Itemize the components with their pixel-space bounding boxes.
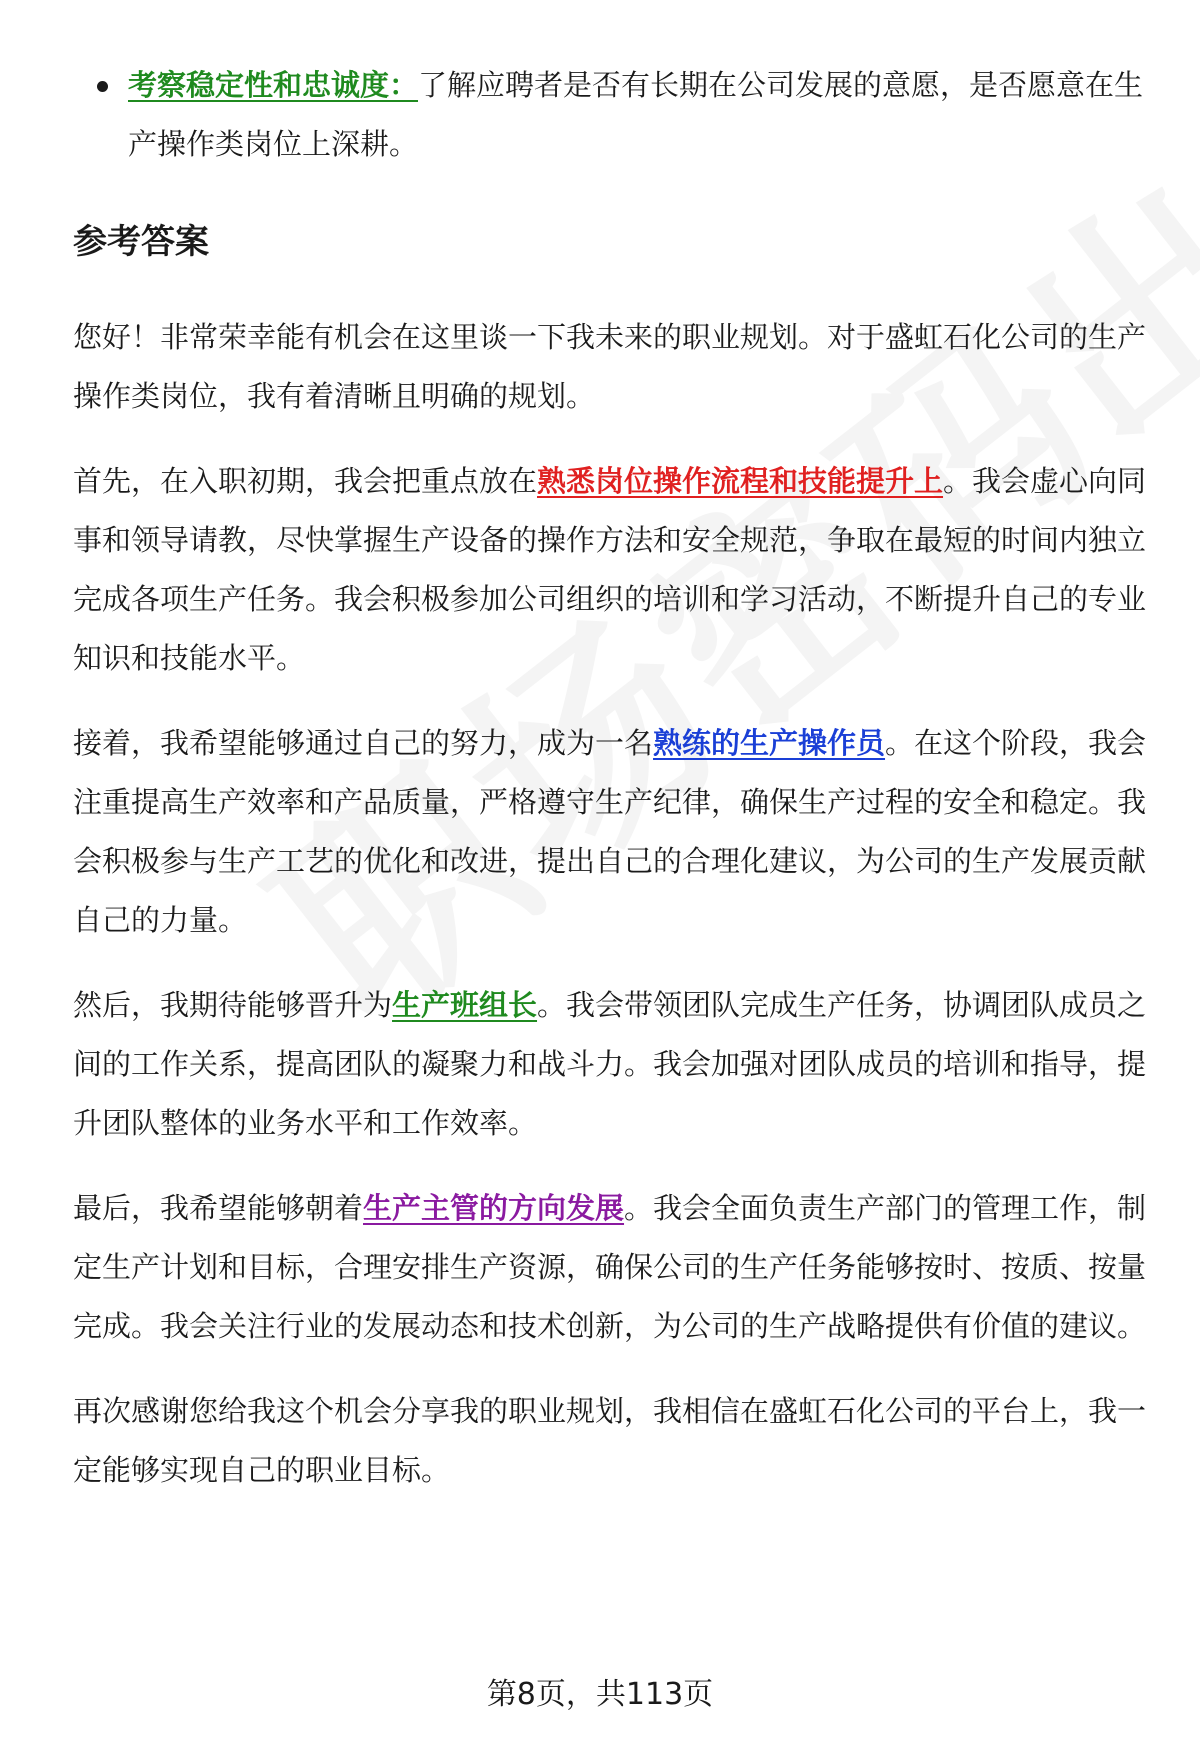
bullet-text: 了解应聘者是否有长期在公司发展的意愿，是否愿意在生产操作类岗位上深耕。: [128, 68, 1144, 161]
paragraph-text: 然后，我期待能够晋升为: [73, 988, 393, 1022]
paragraph-intro: [73, 308, 1148, 426]
paragraph-text: 。我会虚心向同事和领导请教，尽快掌握生产设备的操作方法和安全规范，争取在最短的时间内独立完成各项生产任务。我会积极参加公司组织的培训和学习活动，不断提升自己的专业知识和技能水平。: [73, 464, 1147, 675]
paragraph-text: 。我会全面负责生产部门的管理工作，制定生产计划和目标，合理安排生产资源，确保公司的生产任务能够按时、按质、按量完成。我会关注行业的发展动态和技术创新，为公司的生产战略提供有价值的建议。: [73, 1191, 1147, 1343]
document-body: [73, 56, 1148, 1500]
section-heading: 参考答案: [73, 222, 209, 262]
highlight-team-leader: 生产班组长: [392, 988, 538, 1022]
paragraph-fourth: [73, 1179, 1148, 1356]
paragraph-text: 最后，我希望能够朝着: [73, 1191, 364, 1225]
highlight-production-supervisor: 生产主管的方向发展: [363, 1191, 625, 1225]
highlight-skill-improvement: 熟悉岗位操作流程和技能提升上: [537, 464, 944, 498]
paragraph-text: 您好！非常荣幸能有机会在这里谈一下我未来的职业规划。对于盛虹石化公司的生产操作类岗位，我有着清晰且明确的规划。: [73, 320, 1147, 413]
paragraph-third: [73, 976, 1148, 1153]
bullet-dot-icon: [97, 81, 108, 92]
paragraph-second: [73, 714, 1148, 950]
paragraph-text: 再次感谢您给我这个机会分享我的职业规划，我相信在盛虹石化公司的平台上，我一定能够实现自己的职业目标。: [73, 1394, 1147, 1487]
paragraph-closing: [73, 1382, 1148, 1500]
paragraph-text: 。在这个阶段，我会注重提高生产效率和产品质量，严格遵守生产纪律，确保生产过程的安全和稳定。我会积极参与生产工艺的优化和改进，提出自己的合理化建议，为公司的生产发展贡献自己的力量。: [73, 726, 1147, 937]
highlight-skilled-operator: 熟练的生产操作员: [653, 726, 886, 760]
paragraph-first: [73, 452, 1148, 688]
paragraph-text: 接着，我希望能够通过自己的努力，成为一名: [73, 726, 654, 760]
paragraph-text: 首先，在入职初期，我会把重点放在: [73, 464, 538, 498]
page-number-footer: 第8页，共113页: [486, 1677, 714, 1712]
bullet-item-stability: [73, 56, 1148, 174]
paragraph-text: 。我会带领团队完成生产任务，协调团队成员之间的工作关系，提高团队的凝聚力和战斗力。我会加强对团队成员的培训和指导，提升团队整体的业务水平和工作效率。: [73, 988, 1147, 1140]
bullet-label: 考察稳定性和忠诚度：: [128, 68, 419, 102]
